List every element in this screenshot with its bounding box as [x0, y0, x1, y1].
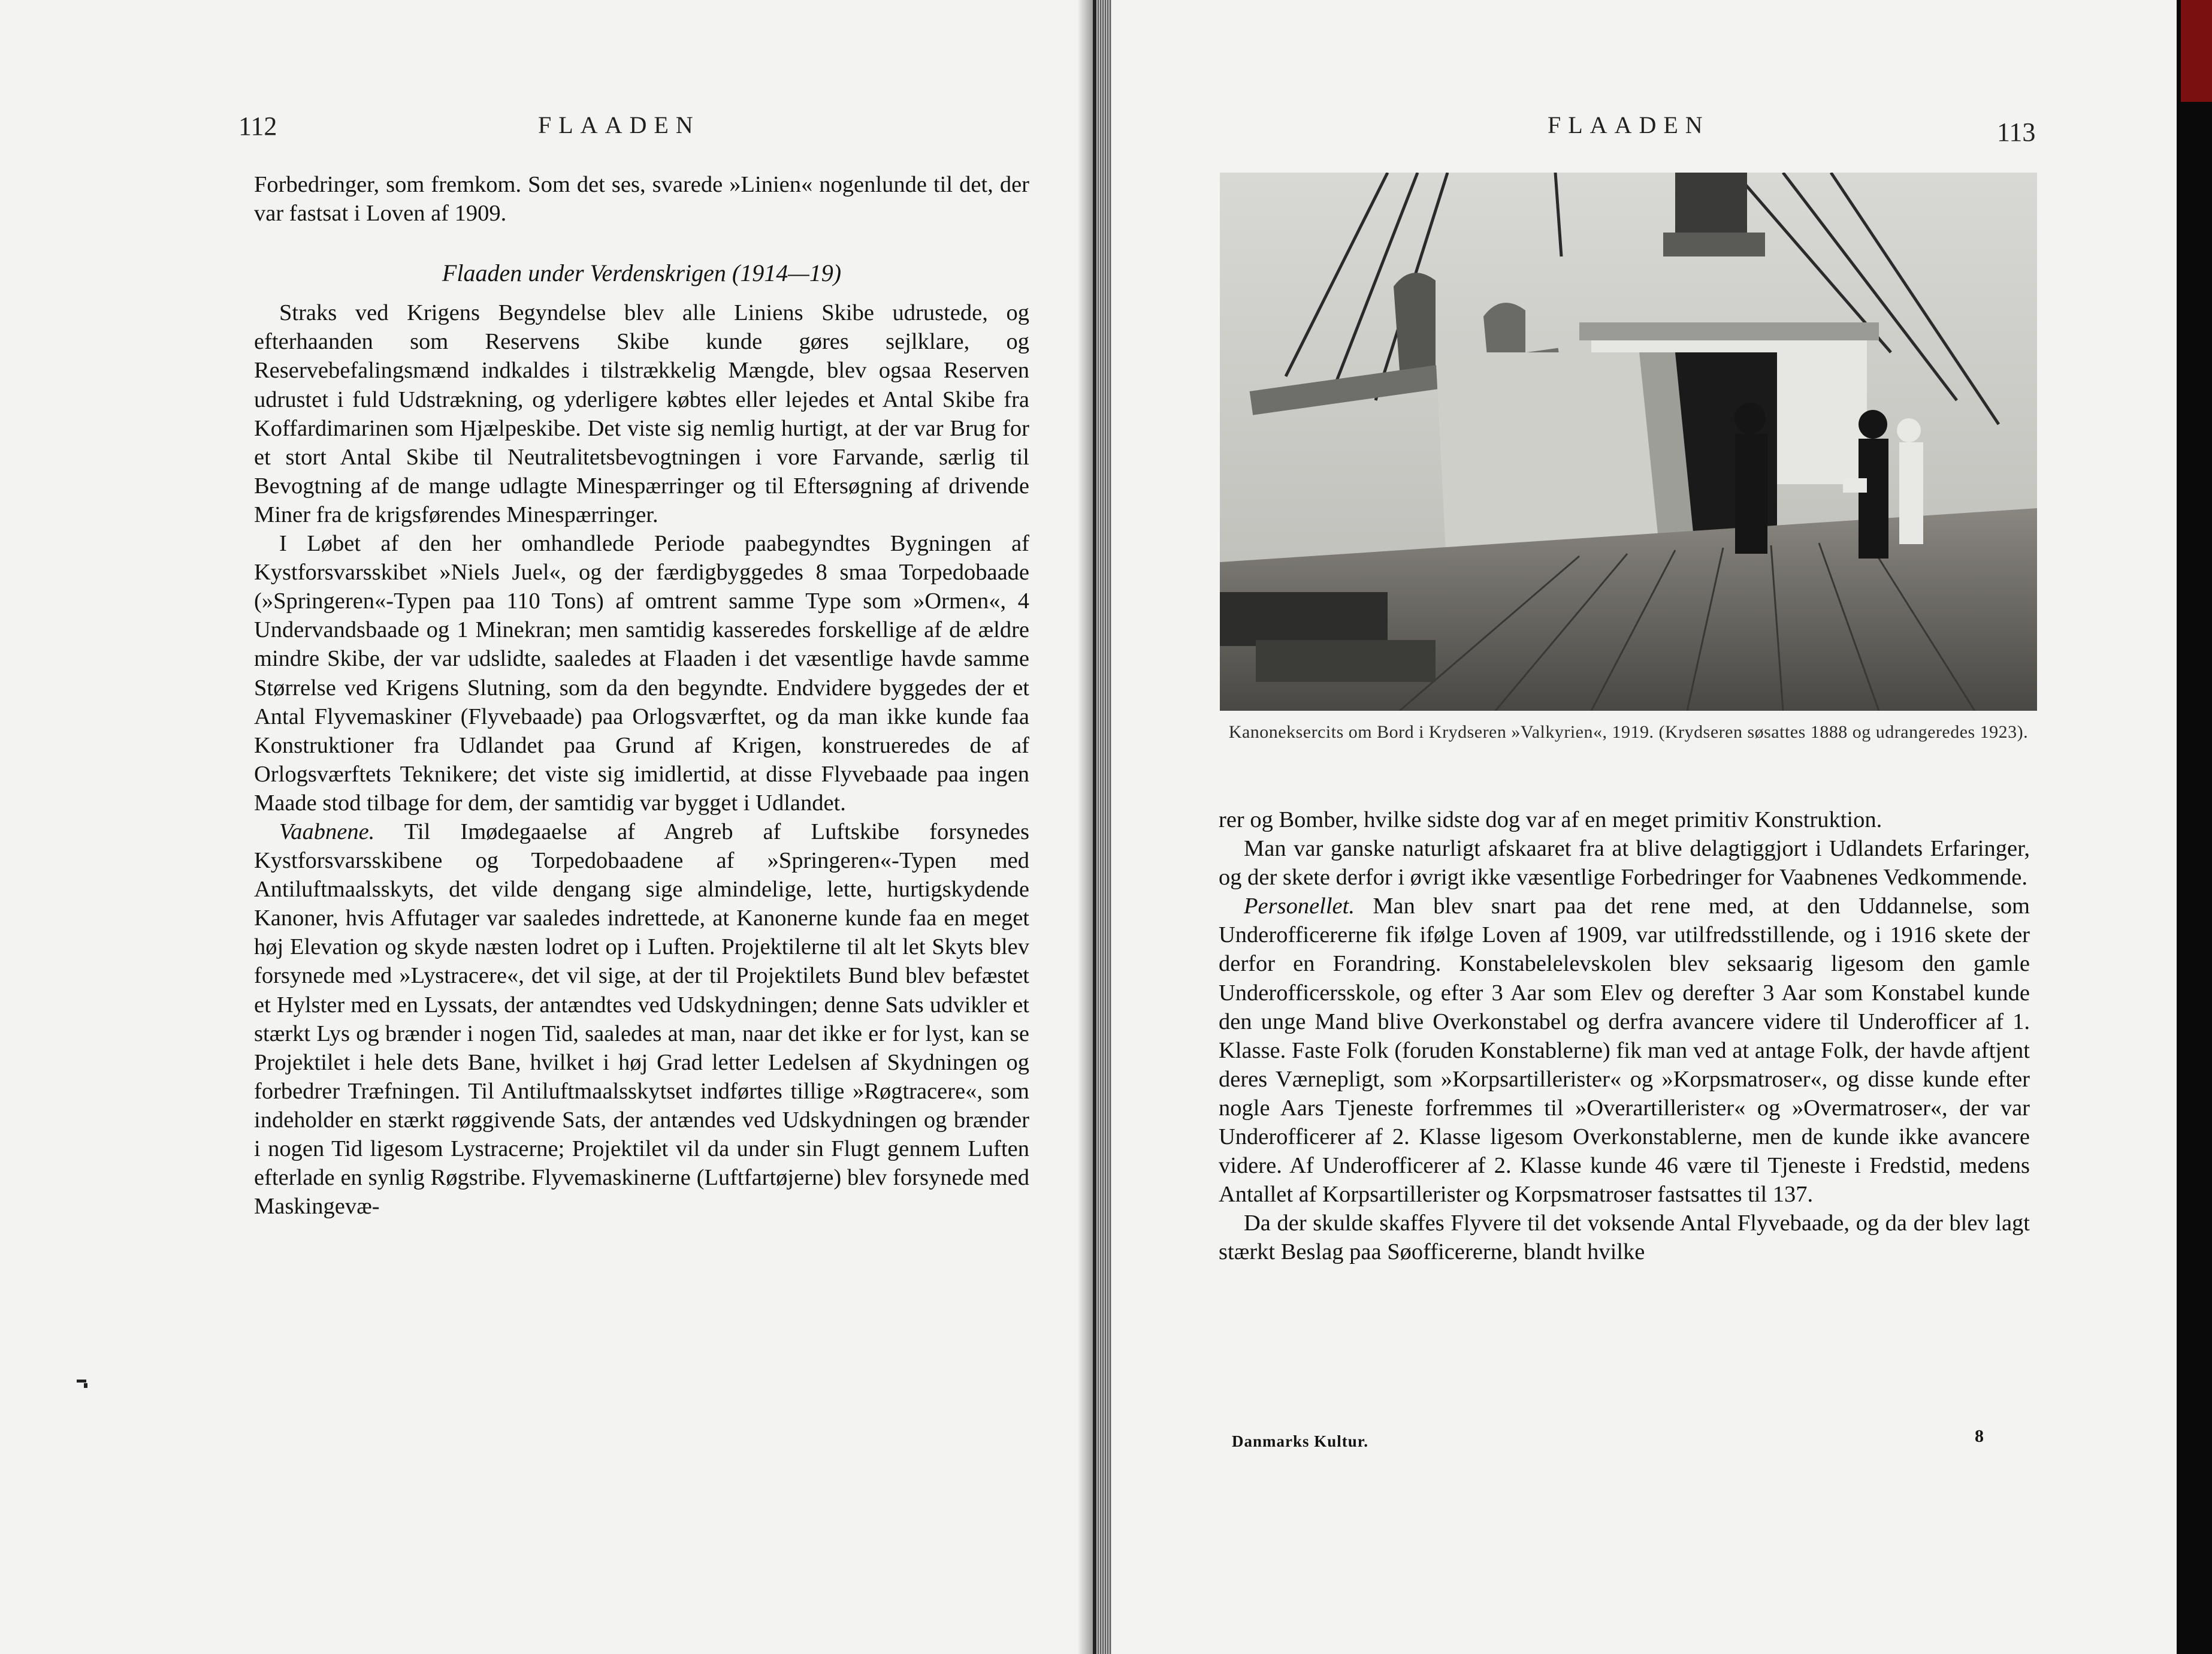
paragraph-text: Til Imødegaaelse af Angreb af Luftskibe forsynedes Kystforsvarsskibene og Torpedobaadene af »Springeren«-Typen med Antiluftmaalsskyts, det vilde dengang sige almindelige, lette, hurtigskydende Kanoner, hvis Affutager var saaledes indrettede, at Kanonerne kunde faa en meget høj Elevation og skyde næsten lodret op i Luften. Projektilerne til alt let Skyts blev forsynede med »Lystracere«, det vil sige, at der til Projektilets Bund blev befæstet et Hylster med en Lyssats, der antændtes ved Udskydningen; denne Sats udvikler et stærkt Lys og brænder i nogen Tid, saaledes at man, naar det ikke er for lyst, kan se Projektilet i hele dets Bane, hvilket i høj Grad letter Ledelsen af Skydningen og forbedrer Træfningen. Til Antiluftmaalsskytset indførtes tillige »Røgtracere«, som indeholder en stærkt røggivende Sats, der antændes ved Udskydningen og brænder i nogen Tid ligesom Lystracerne; Projektilet vil da under sin Flugt gennem Luften efterlade en synlig Røgstribe. Flyvemaskinerne (Luftfartøjerne) blev forsynede med Maskingevæ- — [254, 819, 1029, 1220]
page-number-right: 113 — [1997, 117, 2036, 147]
runin-heading: Vaabnene. — [279, 819, 375, 844]
red-tab-mark — [2181, 0, 2212, 102]
figure-caption: Kanoneksercits om Bord i Krydseren »Valkyrien«, 1919. (Krydseren søsattes 1888 og udrangeredes 1923). — [1228, 722, 2029, 742]
paragraph-personellet — [1219, 892, 2030, 1209]
paragraph-vaabnene — [254, 817, 1029, 1221]
paragraph-continuation: Forbedringer, som fremkom. Som det ses, svarede »Linien« nogenlunde til det, der var fastsat i Loven af 1909. — [254, 172, 1029, 227]
page-fore-edge — [1096, 0, 1111, 1654]
print-speck — [84, 1383, 87, 1388]
right-text-column — [1219, 805, 2030, 1267]
paragraph: Straks ved Krigens Begyndelse blev alle Liniens Skibe udrustede, og efterhaanden som Reservens Skibe kunde gøres sejlklare, og Reservebefalingsmænd indkaldes i tilstrækkelig Mængde, blev ogsaa Reserven udrustet i fuld Udstrækning, og yderligere købtes eller lejedes et Antal Skibe fra Koffardimarinen som Hjælpeskibe. Det viste sig nemlig hurtigt, at der var Brug for et stort Antal Skibe til Neutralitetsbevogtningen i vore Farvande, særlig til Bevogtning af de mange udlagte Minespærringer og til Eftersøgning af drivende Miner fra de krigsførendes Minespærringer. — [254, 300, 1029, 527]
section-heading: Flaaden under Verdenskrigen (1914—19) — [442, 259, 842, 287]
paragraph: Man var ganske naturligt afskaaret fra at blive delagtiggjort i Udlandets Erfaringer, og der skete derfor i øvrigt ikke væsentlige Forbedringer for Vaabnenes Vedkommende. — [1219, 836, 2030, 891]
photo-illustration — [1220, 173, 2037, 711]
paragraph: Da der skulde skaffes Flyvere til det voksende Antal Flyvebaade, og da der blev lagt stærkt Beslag paa Søofficererne, blandt hvilke — [1219, 1211, 2030, 1265]
left-text-column — [254, 170, 1029, 1221]
spine-shadow — [1077, 0, 1093, 1654]
footer-signature-mark: 8 — [1975, 1426, 1984, 1446]
page-number-left: 112 — [238, 111, 277, 141]
photo-gun-drill — [1220, 173, 2037, 711]
left-page — [0, 0, 1096, 1654]
paragraph-text: Man blev snart paa det rene med, at den Uddannelse, som Underofficererne fik ifølge Loven af 1909, var utilfredsstillende, og i 1916 skete der derfor en Forandring. Konstabelelevskolen blev seksaarig ligesom den gamle Underofficersskole, og efter 3 Aar som Elev og derefter 3 Aar som Konstabel kunde den unge Mand blive Overkonstabel og derfra avancere videre til Underofficer af 1. Klasse. Faste Folk (foruden Konstablerne) fik man ved at antage Folk, der havde aftjent deres Værnepligt, som »Korpsartillerister« og »Korpsmatroser«, og disse kunde efter nogle Aars Tjeneste forfremmes til »Overartillerister« og »Overmatroser«, der var Underofficerer af 2. Klasse ligesom Overkonstablerne, men de kunde ikke avancere videre. Af Underofficerer af 2. Klasse kunde 46 være til Tjeneste i Fredstid, medens Antallet af Korpsartillerister og Korpsmatroser fastsattes til 137. — [1219, 894, 2030, 1208]
print-speck — [77, 1380, 86, 1383]
scan-edge — [2177, 0, 2212, 1654]
footer-book-title: Danmarks Kultur. — [1232, 1432, 1369, 1450]
running-head-left: FLAADEN — [538, 111, 700, 138]
runin-heading: Personellet. — [1244, 894, 1355, 919]
paragraph: I Løbet af den her omhandlede Periode paabegyndtes Bygningen af Kystforsvarsskibet »Niels Juel«, og der færdigbyggedes 8 smaa Torpedobaade (»Springeren«-Typen paa 110 Tons) af omtrent samme Type som »Ormen«, 4 Undervandsbaade og 1 Minekran; men samtidig kasseredes forskellige af de ældre mindre Skibe, der var udslidte, saaledes at Flaaden i det væsentlige havde samme Størrelse ved Krigens Slutning, som da den begyndte. Endvidere byggedes der et Antal Flyvemaskiner (Flyvebaade) paa Orlogsværftet, og da man ikke kunde faa Konstruktioner fra Udlandet paa Grund af Krigen, konstrueredes de af Orlogsværftets Teknikere; det viste sig imidlertid, at disse Flyvebaade paa ingen Maade stod tilbage for dem, der samtidig var bygget i Udlandet. — [254, 531, 1029, 816]
running-head-right: FLAADEN — [1548, 111, 1710, 138]
paragraph-continuation: rer og Bomber, hvilke sidste dog var af en meget primitiv Konstruktion. — [1219, 807, 1882, 832]
